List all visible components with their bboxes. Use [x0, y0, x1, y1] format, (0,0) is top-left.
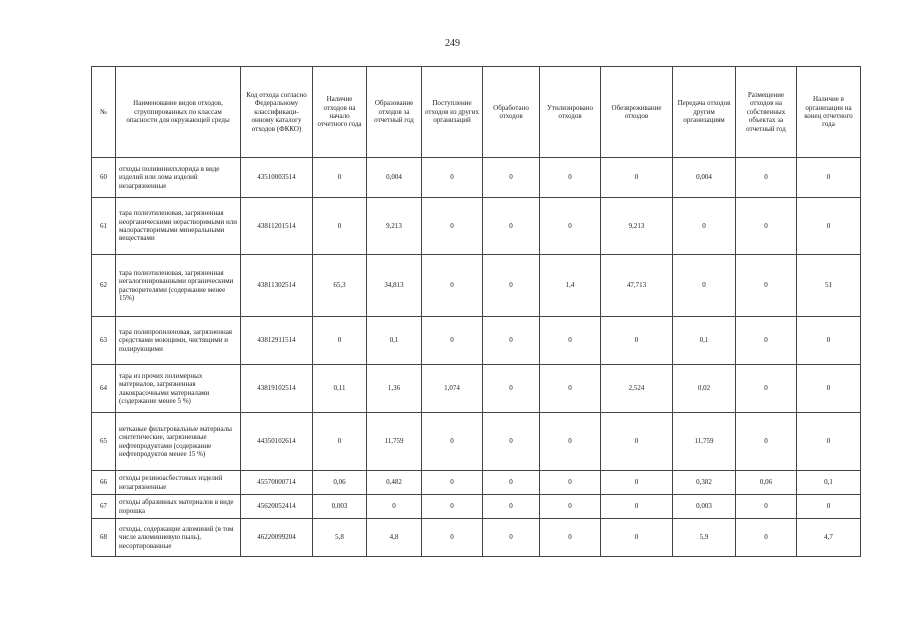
cell-number: 61 — [92, 198, 116, 255]
table-row — [92, 365, 861, 413]
cell-value: 9,213 — [601, 198, 673, 255]
cell-value: 0,003 — [673, 495, 736, 519]
cell-value: 0 — [736, 158, 797, 198]
cell-value: 34,813 — [367, 255, 422, 317]
cell-waste-name: тара полиэтиленовая, загрязненная негалогенированными органическими растворителями (содержание менее 15%) — [116, 255, 241, 317]
cell-waste-name: отходы резиноасбестовых изделий незагрязненные — [116, 471, 241, 495]
cell-value: 0,1 — [367, 317, 422, 365]
cell-value: 0 — [483, 198, 540, 255]
cell-value: 0 — [422, 413, 483, 471]
cell-value: 0,004 — [367, 158, 422, 198]
cell-value: 0 — [313, 158, 367, 198]
cell-value: 0 — [540, 365, 601, 413]
cell-value: 0 — [673, 198, 736, 255]
header-received: Поступление отходов из других организаций — [422, 67, 483, 158]
cell-number: 63 — [92, 317, 116, 365]
cell-value: 0 — [313, 198, 367, 255]
cell-number: 65 — [92, 413, 116, 471]
cell-value: 0 — [797, 413, 861, 471]
cell-value: 11,759 — [367, 413, 422, 471]
cell-code: 43811302514 — [241, 255, 313, 317]
cell-value: 0 — [601, 495, 673, 519]
cell-waste-name: отходы абразивных материалов в виде порошка — [116, 495, 241, 519]
cell-value: 0 — [540, 495, 601, 519]
cell-value: 0 — [797, 495, 861, 519]
cell-value: 0 — [601, 471, 673, 495]
cell-waste-name: тара из прочих полимерных материалов, загрязненная лакокрасочными материалами (содержание менее 5 %) — [116, 365, 241, 413]
cell-code: 46220099204 — [241, 519, 313, 557]
cell-value: 0 — [540, 158, 601, 198]
cell-value: 0 — [540, 519, 601, 557]
header-end-balance: Наличие в организации на конец отчетного года — [797, 67, 861, 158]
cell-value: 0 — [367, 495, 422, 519]
cell-number: 64 — [92, 365, 116, 413]
cell-value: 0 — [601, 519, 673, 557]
cell-value: 0 — [483, 317, 540, 365]
cell-value: 0,1 — [797, 471, 861, 495]
header-fkko-code: Код отхода согласно Федеральному классификаци-онному каталогу отходов (ФККО) — [241, 67, 313, 158]
header-generated: Образование отходов за отчетный год — [367, 67, 422, 158]
cell-number: 66 — [92, 471, 116, 495]
cell-value: 0 — [483, 255, 540, 317]
cell-waste-name: тара полиэтиленовая, загрязненная неорганическими нерастворимыми или малорастворимыми минеральными веществами — [116, 198, 241, 255]
cell-value: 2,524 — [601, 365, 673, 413]
header-neutralized: Обезвреживание отходов — [601, 67, 673, 158]
cell-value: 47,713 — [601, 255, 673, 317]
header-processed: Обработано отходов — [483, 67, 540, 158]
header-waste-name: Наименование видов отходов, сгруппированных по классам опасности для окружающей среды — [116, 67, 241, 158]
cell-waste-name: отходы, содержащие алюминий (в том числе алюминиевую пыль), несортированные — [116, 519, 241, 557]
cell-value: 0 — [540, 198, 601, 255]
cell-code: 43510003514 — [241, 158, 313, 198]
header-row — [92, 67, 861, 158]
cell-value: 0 — [313, 413, 367, 471]
cell-value: 0 — [422, 519, 483, 557]
cell-code: 45620052414 — [241, 495, 313, 519]
header-transferred: Передача отходов другим организациям — [673, 67, 736, 158]
cell-number: 68 — [92, 519, 116, 557]
table-row — [92, 495, 861, 519]
cell-number: 60 — [92, 158, 116, 198]
cell-value: 0,02 — [673, 365, 736, 413]
cell-value: 51 — [797, 255, 861, 317]
cell-value: 0 — [797, 198, 861, 255]
cell-waste-name: тара полипропиленовая, загрязненная средствами моющими, чистящими и полирующими — [116, 317, 241, 365]
cell-value: 0 — [422, 495, 483, 519]
cell-value: 0 — [736, 255, 797, 317]
cell-value: 4,7 — [797, 519, 861, 557]
waste-table — [91, 66, 861, 557]
cell-value: 0 — [736, 365, 797, 413]
cell-code: 43812911514 — [241, 317, 313, 365]
cell-value: 1,074 — [422, 365, 483, 413]
cell-value: 0 — [736, 317, 797, 365]
cell-value: 0,1 — [673, 317, 736, 365]
table-row — [92, 471, 861, 495]
cell-value: 0 — [797, 317, 861, 365]
cell-value: 0 — [540, 471, 601, 495]
table-row — [92, 413, 861, 471]
cell-value: 0 — [422, 255, 483, 317]
cell-value: 0,11 — [313, 365, 367, 413]
cell-value: 0 — [483, 365, 540, 413]
header-utilized: Утилизировано отходов — [540, 67, 601, 158]
page-number: 249 — [445, 38, 460, 49]
cell-value: 4,8 — [367, 519, 422, 557]
cell-value: 11,759 — [673, 413, 736, 471]
cell-value: 0 — [736, 198, 797, 255]
cell-number: 62 — [92, 255, 116, 317]
table-row — [92, 255, 861, 317]
cell-value: 0,482 — [367, 471, 422, 495]
cell-value: 0 — [540, 317, 601, 365]
header-placed: Размещение отходов на собственных объектах за отчетный год — [736, 67, 797, 158]
cell-value: 0 — [736, 519, 797, 557]
cell-value: 0,003 — [313, 495, 367, 519]
cell-waste-name: нетканые фильтровальные материалы синтетические, загрязненные нефтепродуктами (содержание нефтепродуктов менее 15 %) — [116, 413, 241, 471]
cell-value: 0 — [483, 519, 540, 557]
cell-value: 0 — [601, 413, 673, 471]
cell-value: 0 — [736, 495, 797, 519]
cell-code: 43819102514 — [241, 365, 313, 413]
cell-value: 65,3 — [313, 255, 367, 317]
header-start-balance: Наличие отходов на начало отчетного года — [313, 67, 367, 158]
cell-value: 0 — [483, 471, 540, 495]
table-row — [92, 519, 861, 557]
cell-value: 0 — [540, 413, 601, 471]
cell-value: 0 — [422, 158, 483, 198]
cell-code: 45570000714 — [241, 471, 313, 495]
cell-value: 0 — [601, 158, 673, 198]
cell-value: 0 — [483, 158, 540, 198]
cell-value: 0 — [483, 413, 540, 471]
cell-number: 67 — [92, 495, 116, 519]
cell-value: 1,4 — [540, 255, 601, 317]
cell-value: 0 — [673, 255, 736, 317]
header-number: № — [92, 67, 116, 158]
cell-value: 0 — [422, 471, 483, 495]
cell-value: 0 — [313, 317, 367, 365]
cell-value: 0,382 — [673, 471, 736, 495]
cell-value: 0 — [601, 317, 673, 365]
cell-value: 9,213 — [367, 198, 422, 255]
cell-value: 0 — [797, 365, 861, 413]
cell-value: 0 — [797, 158, 861, 198]
cell-value: 0 — [422, 198, 483, 255]
cell-value: 0,06 — [736, 471, 797, 495]
cell-value: 1,36 — [367, 365, 422, 413]
cell-code: 43811201514 — [241, 198, 313, 255]
cell-value: 0,004 — [673, 158, 736, 198]
table-row — [92, 317, 861, 365]
cell-value: 0,06 — [313, 471, 367, 495]
table-row — [92, 198, 861, 255]
cell-code: 44350102614 — [241, 413, 313, 471]
cell-value: 5,8 — [313, 519, 367, 557]
cell-value: 0 — [736, 413, 797, 471]
cell-value: 0 — [422, 317, 483, 365]
cell-waste-name: отходы поливинилхлорида в виде изделий или лома изделий незагрязненные — [116, 158, 241, 198]
cell-value: 0 — [483, 495, 540, 519]
cell-value: 5,9 — [673, 519, 736, 557]
table-row — [92, 158, 861, 198]
